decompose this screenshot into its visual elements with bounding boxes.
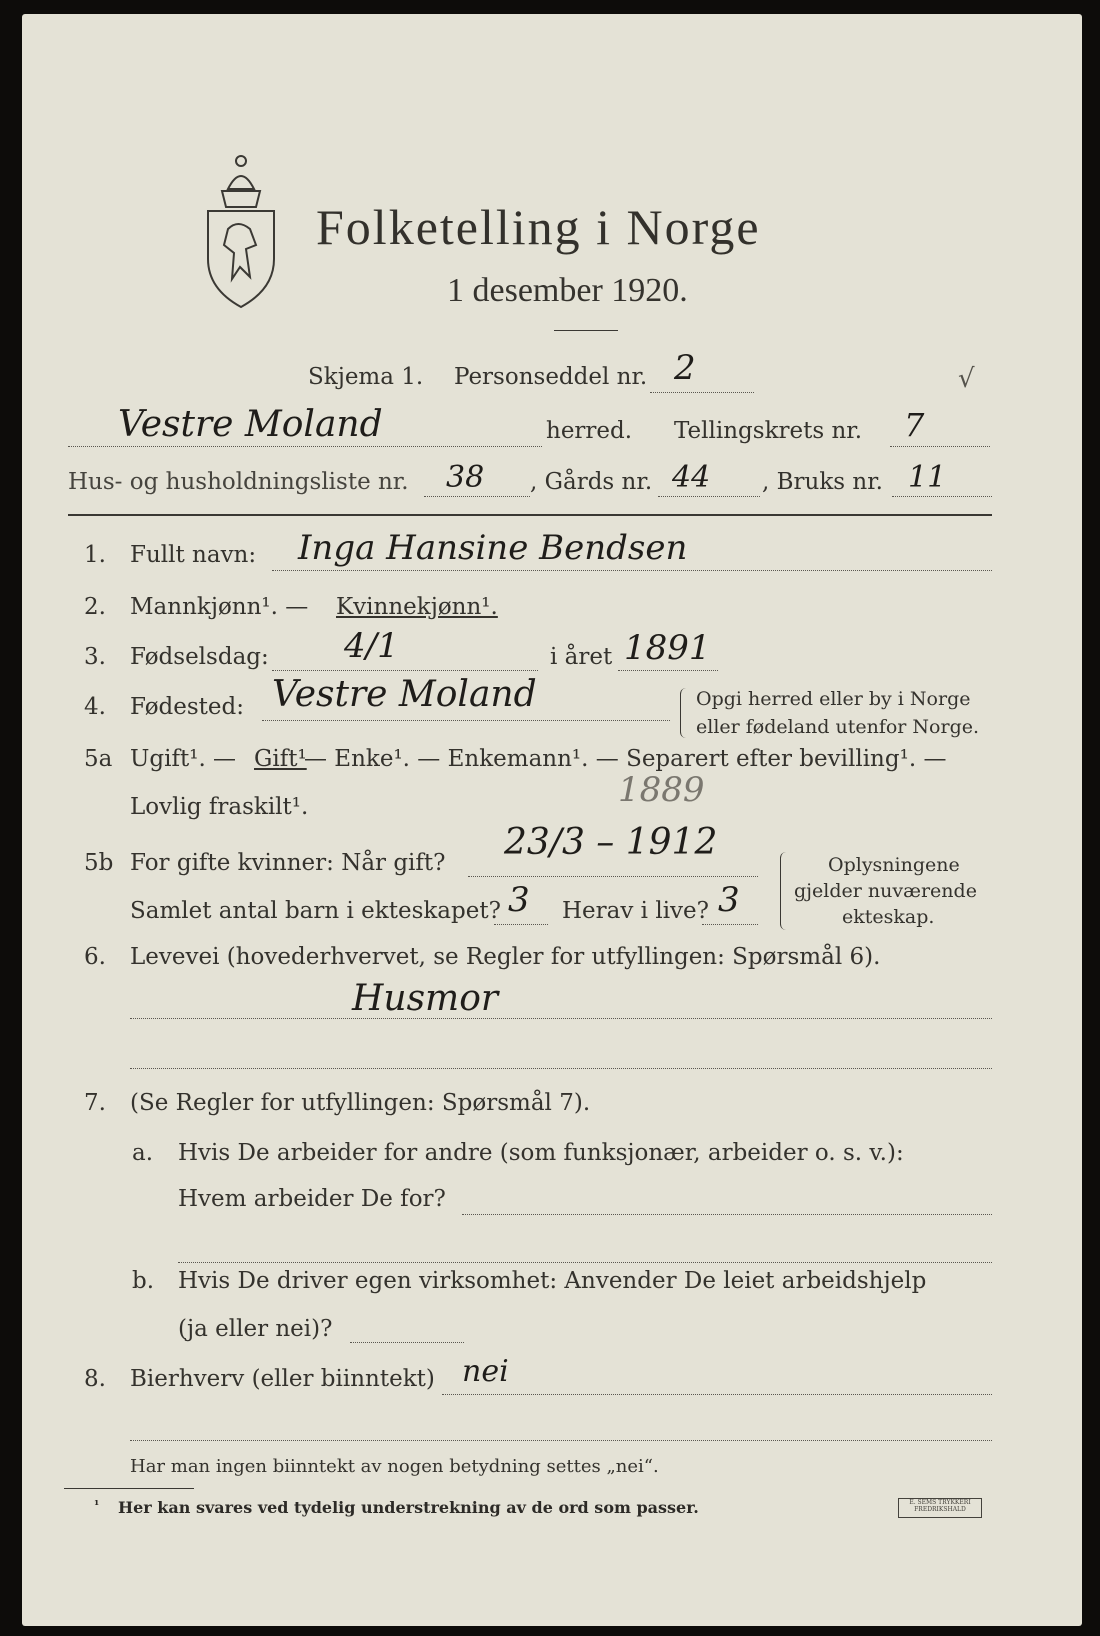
q5a-options: — Enke¹. — Enkemann¹. — Separert efter bevilling¹. — — [304, 746, 947, 772]
q5b-number: 5b — [84, 850, 114, 876]
q5a-fraskilt: Lovlig fraskilt¹. — [130, 794, 309, 820]
q3-label: Fødselsdag: — [130, 644, 269, 670]
personseddel-label: Personseddel nr. — [454, 364, 648, 390]
birthplace-value: Vestre Moland — [272, 674, 537, 715]
tellingskrets-number: 7 — [904, 406, 925, 444]
q8-label: Bierhverv (eller biinntekt) — [130, 1366, 435, 1392]
bruks-number: 11 — [908, 460, 947, 495]
printer-stamp-line1: E. SEMS TRYKKERI — [909, 1499, 971, 1506]
check-mark: √ — [958, 364, 975, 394]
q5a-gift: Gift¹ — [254, 746, 307, 772]
q5a-ugift: Ugift¹. — — [130, 746, 237, 772]
q7a-line2: Hvem arbeider De for? — [178, 1186, 446, 1212]
bruks-label: , Bruks nr. — [762, 469, 883, 495]
hus-label: Hus- og husholdningsliste nr. — [68, 469, 409, 495]
q7-number: 7. — [84, 1090, 106, 1116]
q4-note-line1: Opgi herred eller by i Norge — [696, 688, 971, 710]
q2-mann-label: Mannkjønn¹. — — [130, 594, 309, 620]
q8-number: 8. — [84, 1366, 106, 1392]
census-form-page — [22, 14, 1082, 1626]
q1-label: Fullt navn: — [130, 542, 257, 568]
header-rule — [68, 514, 992, 516]
herred-label: herred. — [546, 418, 633, 444]
q5b-label: For gifte kvinner: Når gift? — [130, 850, 446, 876]
personseddel-number: 2 — [674, 348, 696, 388]
skjema-label: Skjema 1. — [308, 364, 424, 390]
form-title: Folketelling i Norge — [316, 199, 761, 255]
q5b-live-label: Herav i live? — [562, 898, 709, 924]
tellingskrets-label: Tellingskrets nr. — [674, 418, 863, 444]
printer-stamp — [898, 1498, 982, 1518]
printer-stamp-line2: FREDRIKSHALD — [914, 1506, 966, 1513]
q6-number: 6. — [84, 944, 106, 970]
gards-label: , Gårds nr. — [530, 469, 653, 495]
q3-year-label: i året — [550, 644, 613, 670]
q4-number: 4. — [84, 694, 106, 720]
q2-kvinne-label: Kvinnekjønn¹. — [336, 594, 498, 620]
herred-value: Vestre Moland — [118, 404, 383, 445]
q5b-note-line1: Oplysningene — [828, 854, 960, 876]
footnote-rule — [64, 1488, 194, 1489]
q5b-note-line2: gjelder nuværende — [794, 880, 977, 902]
q6-label: Levevei (hovederhvervet, se Regler for utfyllingen: Spørsmål 6). — [130, 944, 881, 970]
marriage-date-value: 23/3 – 1912 — [504, 822, 718, 863]
q7b-line2: (ja eller nei)? — [178, 1316, 333, 1342]
birth-year-value: 1891 — [624, 628, 711, 668]
census-date: 1 desember 1920. — [447, 272, 688, 309]
norwegian-coat-of-arms-icon — [198, 149, 284, 309]
footer-note: Har man ingen biinntekt av nogen betydning settes „nei“. — [130, 1456, 659, 1477]
q2-number: 2. — [84, 594, 106, 620]
birthday-value: 4/1 — [344, 626, 399, 666]
q5a-number: 5a — [84, 746, 113, 772]
children-count-value: 3 — [508, 880, 530, 920]
q7-label: (Se Regler for utfyllingen: Spørsmål 7). — [130, 1090, 591, 1116]
side-income-value: nei — [462, 1354, 509, 1389]
q7a-letter: a. — [132, 1140, 154, 1166]
living-children-value: 3 — [718, 880, 740, 920]
q7b-letter: b. — [132, 1268, 155, 1294]
title-divider — [554, 330, 618, 331]
q5b-barn-label: Samlet antal barn i ekteskapet? — [130, 898, 501, 924]
hus-number: 38 — [446, 460, 485, 495]
q3-number: 3. — [84, 644, 106, 670]
footnote-text: Her kan svares ved tydelig understrekning av de ord som passer. — [118, 1498, 699, 1517]
gards-number: 44 — [672, 460, 711, 495]
q5b-note-line3: ekteskap. — [842, 906, 935, 928]
full-name-value: Inga Hansine Bendsen — [298, 528, 688, 568]
q4-note-line2: eller fødeland utenfor Norge. — [696, 716, 980, 738]
q1-number: 1. — [84, 542, 106, 568]
footnote-mark: ¹ — [94, 1498, 100, 1512]
occupation-value: Husmor — [352, 978, 499, 1019]
q4-label: Fødested: — [130, 694, 245, 720]
q5a-margin-note: 1889 — [618, 770, 705, 810]
q7a-line1: Hvis De arbeider for andre (som funksjonær, arbeider o. s. v.): — [178, 1140, 904, 1166]
q7b-line1: Hvis De driver egen virksomhet: Anvender De leiet arbeidshjelp — [178, 1268, 927, 1294]
